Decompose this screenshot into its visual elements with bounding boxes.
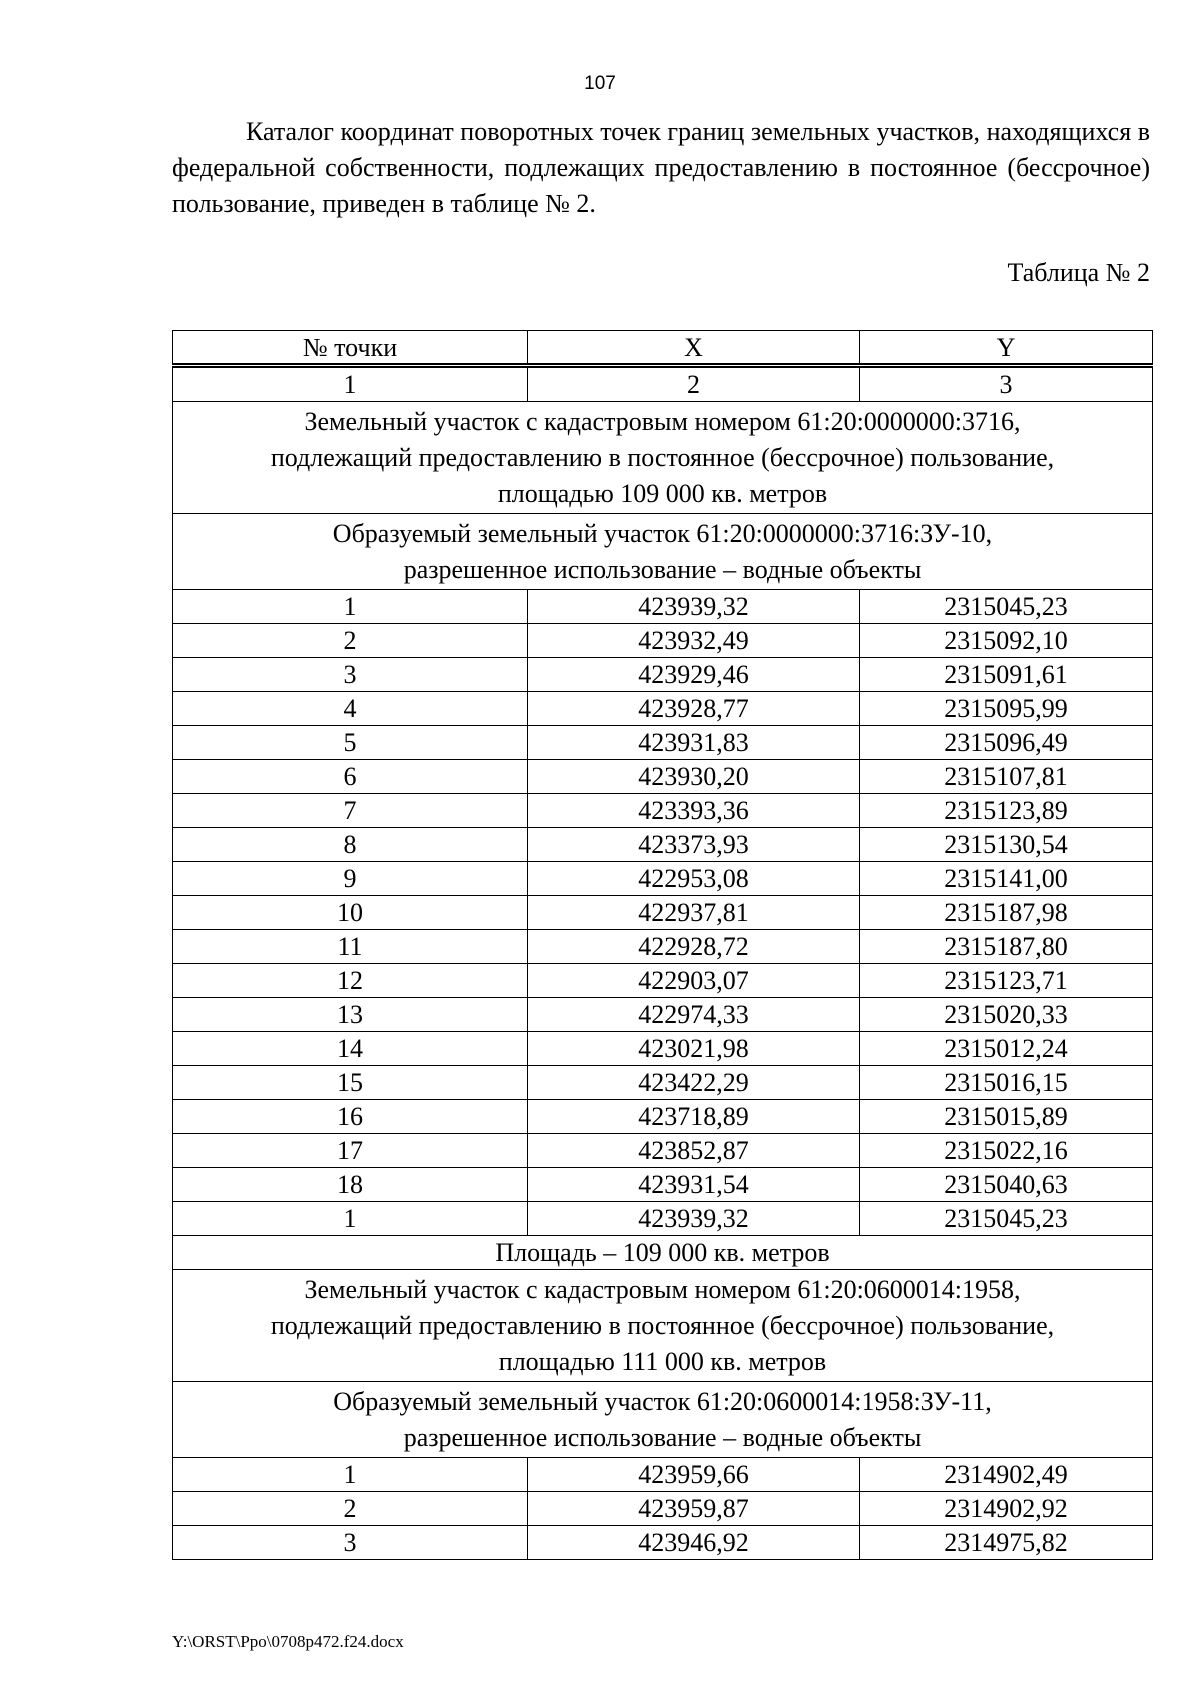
y-coordinate: 2314902,49 — [860, 1458, 1153, 1492]
point-number: 7 — [173, 794, 528, 828]
x-coordinate: 423932,49 — [528, 624, 860, 658]
point-number: 13 — [173, 998, 528, 1032]
coordinate-row — [173, 590, 1153, 624]
coordinates-table — [172, 330, 1153, 1560]
formed-line: разрешенное использование – водные объекты — [403, 1423, 922, 1452]
x-coordinate: 423393,36 — [528, 794, 860, 828]
point-number: 5 — [173, 726, 528, 760]
coordinate-row — [173, 1066, 1153, 1100]
formed-line: Образуемый земельный участок 61:20:0600014:1958:ЗУ-11, — [333, 1387, 992, 1416]
coordinate-row — [173, 998, 1153, 1032]
point-number: 1 — [173, 590, 528, 624]
formed-line: Образуемый земельный участок 61:20:0000000:3716:ЗУ-10, — [332, 519, 993, 548]
parcel2-formed — [173, 1382, 1153, 1458]
coordinate-row — [173, 930, 1153, 964]
table-caption: Таблица № 2 — [1007, 258, 1150, 287]
y-coordinate: 2315096,49 — [860, 726, 1153, 760]
parcel2-description-row — [173, 1270, 1153, 1382]
parcel2-formed-row — [173, 1382, 1153, 1458]
x-coordinate: 423929,46 — [528, 658, 860, 692]
y-coordinate: 2315123,71 — [860, 964, 1153, 998]
x-coordinate: 423718,89 — [528, 1100, 860, 1134]
column-number: 3 — [860, 366, 1153, 402]
y-coordinate: 2315015,89 — [860, 1100, 1153, 1134]
coordinate-row — [173, 692, 1153, 726]
x-coordinate: 422953,08 — [528, 862, 860, 896]
column-number: 1 — [173, 366, 528, 402]
y-coordinate: 2315130,54 — [860, 828, 1153, 862]
point-number: 8 — [173, 828, 528, 862]
x-coordinate: 422937,81 — [528, 896, 860, 930]
x-coordinate: 422928,72 — [528, 930, 860, 964]
y-coordinate: 2315012,24 — [860, 1032, 1153, 1066]
point-number: 15 — [173, 1066, 528, 1100]
x-coordinate: 423373,93 — [528, 828, 860, 862]
coordinate-row — [173, 1492, 1153, 1526]
x-coordinate: 423946,92 — [528, 1526, 860, 1560]
y-coordinate: 2315123,89 — [860, 794, 1153, 828]
y-coordinate: 2315092,10 — [860, 624, 1153, 658]
x-coordinate: 423931,83 — [528, 726, 860, 760]
coordinate-row — [173, 1100, 1153, 1134]
column-number: 2 — [528, 366, 860, 402]
point-number: 4 — [173, 692, 528, 726]
y-coordinate: 2315022,16 — [860, 1134, 1153, 1168]
y-coordinate: 2315091,61 — [860, 658, 1153, 692]
point-number: 3 — [173, 1526, 528, 1560]
coordinate-row — [173, 794, 1153, 828]
header-row — [173, 331, 1153, 366]
coordinate-row — [173, 1202, 1153, 1236]
y-coordinate: 2315016,15 — [860, 1066, 1153, 1100]
coordinate-row — [173, 726, 1153, 760]
coordinate-row — [173, 1134, 1153, 1168]
x-coordinate: 423931,54 — [528, 1168, 860, 1202]
parcel1-formed-row — [173, 514, 1153, 590]
coordinate-row — [173, 1168, 1153, 1202]
coordinate-row — [173, 862, 1153, 896]
point-number: 16 — [173, 1100, 528, 1134]
x-coordinate: 422903,07 — [528, 964, 860, 998]
x-coordinate: 423021,98 — [528, 1032, 860, 1066]
coordinate-row — [173, 1458, 1153, 1492]
point-number: 3 — [173, 658, 528, 692]
coordinate-row — [173, 658, 1153, 692]
header-y: Y — [860, 331, 1153, 366]
parcel1-description — [173, 402, 1153, 514]
point-number: 10 — [173, 896, 528, 930]
point-number: 6 — [173, 760, 528, 794]
header-point-number: № точки — [173, 331, 528, 366]
description-line: подлежащий предоставлению в постоянное (бессрочное) пользование, — [270, 1311, 1055, 1340]
y-coordinate: 2315141,00 — [860, 862, 1153, 896]
y-coordinate: 2315107,81 — [860, 760, 1153, 794]
point-number: 2 — [173, 1492, 528, 1526]
y-coordinate: 2315045,23 — [860, 590, 1153, 624]
y-coordinate: 2315095,99 — [860, 692, 1153, 726]
intro-paragraph: Каталог координат поворотных точек границ земельных участков, находящихся в федеральной собственности, подлежащих предоставлению в постоянное (бессрочное) пользование, приведен в таблице № 2. — [172, 117, 1150, 218]
column-number-row — [173, 366, 1153, 402]
point-number: 12 — [173, 964, 528, 998]
y-coordinate: 2315040,63 — [860, 1168, 1153, 1202]
point-number: 17 — [173, 1134, 528, 1168]
description-line: подлежащий предоставлению в постоянное (бессрочное) пользование, — [270, 443, 1055, 472]
x-coordinate: 423930,20 — [528, 760, 860, 794]
parcel1-area-row — [173, 1236, 1153, 1270]
point-number: 9 — [173, 862, 528, 896]
coordinate-row — [173, 1526, 1153, 1560]
point-number: 18 — [173, 1168, 528, 1202]
coordinates-table-body — [173, 331, 1153, 1560]
coordinate-row — [173, 964, 1153, 998]
y-coordinate: 2314902,92 — [860, 1492, 1153, 1526]
point-number: 11 — [173, 930, 528, 964]
description-line: Земельный участок с кадастровым номером 61:20:0000000:3716, — [304, 407, 1021, 436]
x-coordinate: 423959,87 — [528, 1492, 860, 1526]
formed-line: разрешенное использование – водные объекты — [403, 555, 922, 584]
x-coordinate: 423422,29 — [528, 1066, 860, 1100]
y-coordinate: 2314975,82 — [860, 1526, 1153, 1560]
point-number: 14 — [173, 1032, 528, 1066]
x-coordinate: 422974,33 — [528, 998, 860, 1032]
parcel1-formed — [173, 514, 1153, 590]
description-line: Земельный участок с кадастровым номером 61:20:0600014:1958, — [304, 1275, 1021, 1304]
x-coordinate: 423939,32 — [528, 1202, 860, 1236]
x-coordinate: 423852,87 — [528, 1134, 860, 1168]
point-number: 1 — [173, 1458, 528, 1492]
coordinate-row — [173, 896, 1153, 930]
point-number: 1 — [173, 1202, 528, 1236]
y-coordinate: 2315187,80 — [860, 930, 1153, 964]
description-line: площадью 111 000 кв. метров — [498, 1347, 827, 1376]
y-coordinate: 2315020,33 — [860, 998, 1153, 1032]
page-number: 107 — [584, 73, 616, 94]
coordinate-row — [173, 1032, 1153, 1066]
x-coordinate: 423928,77 — [528, 692, 860, 726]
point-number: 2 — [173, 624, 528, 658]
description-line: площадью 109 000 кв. метров — [497, 479, 828, 508]
x-coordinate: 423959,66 — [528, 1458, 860, 1492]
y-coordinate: 2315045,23 — [860, 1202, 1153, 1236]
coordinate-row — [173, 624, 1153, 658]
y-coordinate: 2315187,98 — [860, 896, 1153, 930]
x-coordinate: 423939,32 — [528, 590, 860, 624]
parcel2-description — [173, 1270, 1153, 1382]
coordinate-row — [173, 828, 1153, 862]
parcel1-description-row — [173, 402, 1153, 514]
header-x: X — [528, 331, 860, 366]
footer-file-path: Y:\ORST\Ppo\0708p472.f24.docx — [172, 1632, 404, 1651]
coordinate-row — [173, 760, 1153, 794]
parcel1-area: Площадь – 109 000 кв. метров — [173, 1236, 1153, 1270]
